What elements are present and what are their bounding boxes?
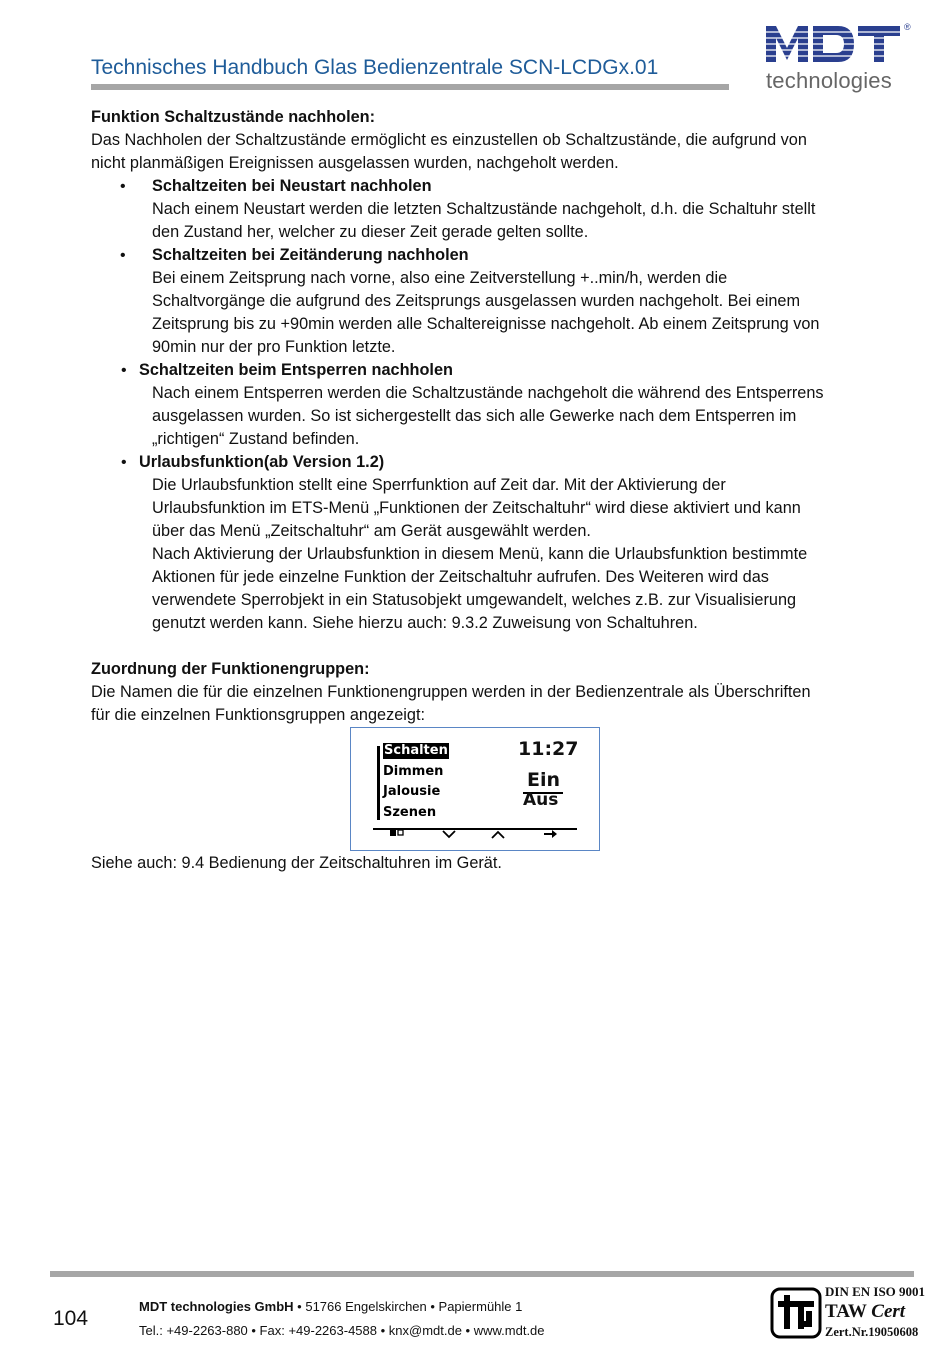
document-title: Technisches Handbuch Glas Bedienzentrale SCN-LCDGx.01 xyxy=(91,56,659,79)
taw-cert-logo-icon xyxy=(770,1287,822,1339)
contact-line: Tel.: +49-2263-880 • Fax: +49-2263-4588 • knx@mdt.de • www.mdt.de xyxy=(139,1323,545,1338)
state-off-label: Aus xyxy=(523,790,559,810)
menu-item: Dimmen xyxy=(383,764,444,779)
header-divider xyxy=(91,84,729,90)
list-item xyxy=(91,359,871,451)
option-text: Nach einem Neustart werden die letzten Schaltzustände nachgeholt, d.h. die Schaltuhr stellt xyxy=(152,200,816,218)
option-text: den Zustand her, welcher zu dieser Zeit gerade gelten sollte. xyxy=(152,223,589,241)
paragraph-line: Die Namen die für die einzelnen Funktionengruppen werden in der Bedienzentrale als Überschriften xyxy=(91,683,811,701)
menu-item-selected: Schalten xyxy=(384,743,448,758)
see-also-reference: Siehe auch: 9.4 Bedienung der Zeitschaltuhren im Gerät. xyxy=(91,854,502,872)
cert-standard: DIN EN ISO 9001 xyxy=(825,1284,926,1299)
option-text: Die Urlaubsfunktion stellt eine Sperrfunktion auf Zeit dar. Mit der Aktivierung der xyxy=(152,476,726,494)
option-title: Urlaubsfunktion(ab Version 1.2) xyxy=(139,453,385,471)
cert-issuer xyxy=(825,1301,905,1323)
intro-line: Das Nachholen der Schaltzustände ermöglicht es einzustellen ob Schaltzustände, die aufgrund von xyxy=(91,131,807,149)
option-text: Aktionen für jede einzelne Funktion der Zeitschaltuhr aufrufen. Des Weiteren wird das xyxy=(152,568,769,586)
option-title: Schaltzeiten beim Entsperren nachholen xyxy=(139,361,453,379)
bullet-icon: • xyxy=(121,454,127,471)
list-item xyxy=(91,244,871,359)
page-number: 104 xyxy=(53,1307,89,1330)
intro-line: nicht planmäßigen Ereignissen ausgelassen wurden, nachgeholt werden. xyxy=(91,154,619,172)
option-text: Urlaubsfunktion im ETS-Menü „Funktionen der Zeitschaltuhr“ wird diese aktiviert und kann xyxy=(152,499,801,517)
arrow-right-icon xyxy=(542,828,558,842)
company-address xyxy=(139,1299,522,1314)
bullet-icon: • xyxy=(120,178,126,195)
state-on-label: Ein xyxy=(527,769,561,791)
option-text: Zeitsprung bis zu +90min werden alle Schaltereignisse nachgeholt. Ab einem Zeitsprung von xyxy=(152,315,820,333)
option-text: verwendete Sperrobjekt in ein Statusobjekt umgewandelt, welches z.B. zur Visualisierung xyxy=(152,591,797,609)
mdt-logo-mark-icon xyxy=(764,22,902,66)
page-content xyxy=(91,106,871,727)
iso-certification-badge xyxy=(770,1283,935,1343)
menu-item: Szenen xyxy=(383,805,437,820)
option-text: genutzt werden kann. Siehe hierzu auch: 9.3.2 Zuweisung von Schaltuhren. xyxy=(152,614,698,632)
bullet-icon: • xyxy=(121,362,127,379)
option-title: Schaltzeiten bei Neustart nachholen xyxy=(152,177,432,195)
option-text: Nach Aktivierung der Urlaubsfunktion in diesem Menü, kann die Urlaubsfunktion bestimmte xyxy=(152,545,808,563)
option-text: „richtigen“ Zustand befinden. xyxy=(152,430,360,448)
cert-number: Zert.Nr.19050608 xyxy=(825,1325,919,1339)
menu-item: Jalousie xyxy=(383,784,441,799)
device-display-figure xyxy=(350,727,600,851)
catch-up-options-list xyxy=(91,175,871,635)
address-text: • 51766 Engelskirchen • Papiermühle 1 xyxy=(293,1299,523,1314)
section-heading-catch-up: Funktion Schaltzustände nachholen: xyxy=(91,108,376,126)
registered-mark: ® xyxy=(904,22,911,32)
mdt-logo xyxy=(764,22,914,96)
menu-scroll-bar xyxy=(377,746,380,820)
option-text: ausgelassen wurden. So ist sichergestellt das sich alle Gewerke nach dem Entsperren im xyxy=(152,407,797,425)
chevron-down-icon xyxy=(441,828,457,842)
footer-divider xyxy=(50,1271,914,1277)
company-name: MDT technologies GmbH xyxy=(139,1299,294,1314)
option-text: Schaltvorgänge die aufgrund des Zeitsprungs ausgelassen wurden nachgeholt. Bei einem xyxy=(152,292,801,310)
cert-issuer-b: Cert xyxy=(871,1301,906,1322)
option-text: Nach einem Entsperren werden die Schaltzustände nachgeholt die während des Entsperrens xyxy=(152,384,824,402)
bullet-icon: • xyxy=(120,247,126,264)
option-text: über das Menü „Zeitschaltuhr“ am Gerät ausgewählt werden. xyxy=(152,522,591,540)
option-title: Schaltzeiten bei Zeitänderung nachholen xyxy=(152,246,469,264)
section-heading-groups: Zuordnung der Funktionengruppen: xyxy=(91,660,370,678)
logo-subtitle: technologies xyxy=(766,68,892,93)
chevron-up-icon xyxy=(490,828,506,842)
paragraph-line: für die einzelnen Funktionsgruppen angezeigt: xyxy=(91,706,425,724)
list-item xyxy=(91,175,871,244)
stop-square-icon xyxy=(389,828,405,842)
option-text: Bei einem Zeitsprung nach vorne, also eine Zeitverstellung +..min/h, werden die xyxy=(152,269,728,287)
clock-time: 11:27 xyxy=(518,738,579,760)
cert-issuer-a: TAW xyxy=(825,1301,872,1322)
list-item xyxy=(91,451,871,635)
option-text: 90min nur der pro Funktion letzte. xyxy=(152,338,396,356)
